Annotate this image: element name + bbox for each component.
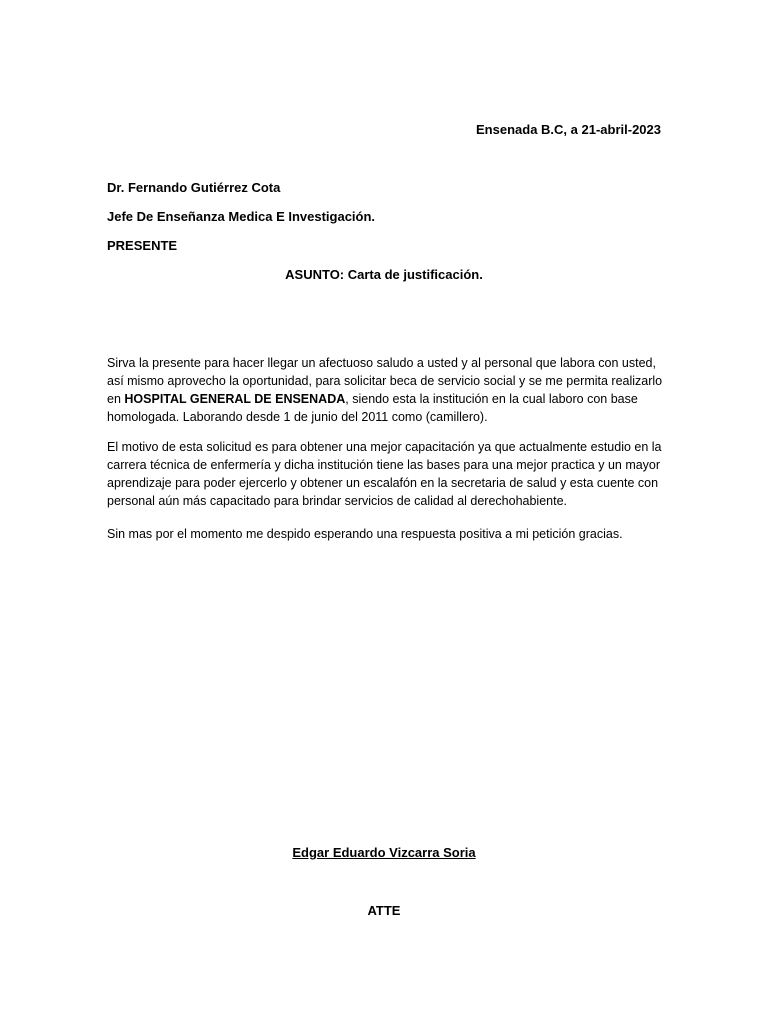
signature-block (0, 845, 768, 860)
body-paragraph-2 (107, 438, 663, 510)
body-paragraph-3 (107, 525, 663, 543)
subject-line: ASUNTO: Carta de justificación. (285, 267, 483, 282)
date-line: Ensenada B.C, a 21-abril-2023 (476, 122, 661, 137)
body-paragraph-1 (107, 354, 663, 426)
paragraph-3-text: Sin mas por el momento me despido esperando una respuesta positiva a mi petición gracias. (107, 527, 623, 541)
recipient-title: Jefe De Enseñanza Medica E Investigación. (107, 209, 376, 224)
recipient-present: PRESENTE (107, 238, 178, 253)
paragraph-1-text-b: , siendo esta la institución en la cual laboro con base homologada. Laborando desde 1 de junio del 2011 como (camillero). (107, 392, 638, 424)
closing-atte: ATTE (367, 903, 401, 918)
paragraph-2-text: El motivo de esta solicitud es para obtener una mejor capacitación ya que actualmente estudio en la carrera técnica de enfermería y dicha institución tiene las bases para una mejor practica y un mayor aprendizaje para poder ejercerlo y obtener un escalafón en la secretaria de salud y esta cuente con personal aún más capacitado para brindar servicios de calidad al derechohabiente. (107, 440, 662, 508)
hospital-name: HOSPITAL GENERAL DE ENSENADA (124, 392, 346, 406)
paragraph-1-text-a: Sirva la presente para hacer llegar un afectuoso saludo a usted y al personal que labora con usted, así mismo aprovecho la oportunidad, para solicitar beca de servicio social y se me permita realizarlo en (107, 356, 663, 406)
recipient-name: Dr. Fernando Gutiérrez Cota (107, 180, 281, 195)
signature-name: Edgar Eduardo Vizcarra Soria (292, 845, 476, 860)
